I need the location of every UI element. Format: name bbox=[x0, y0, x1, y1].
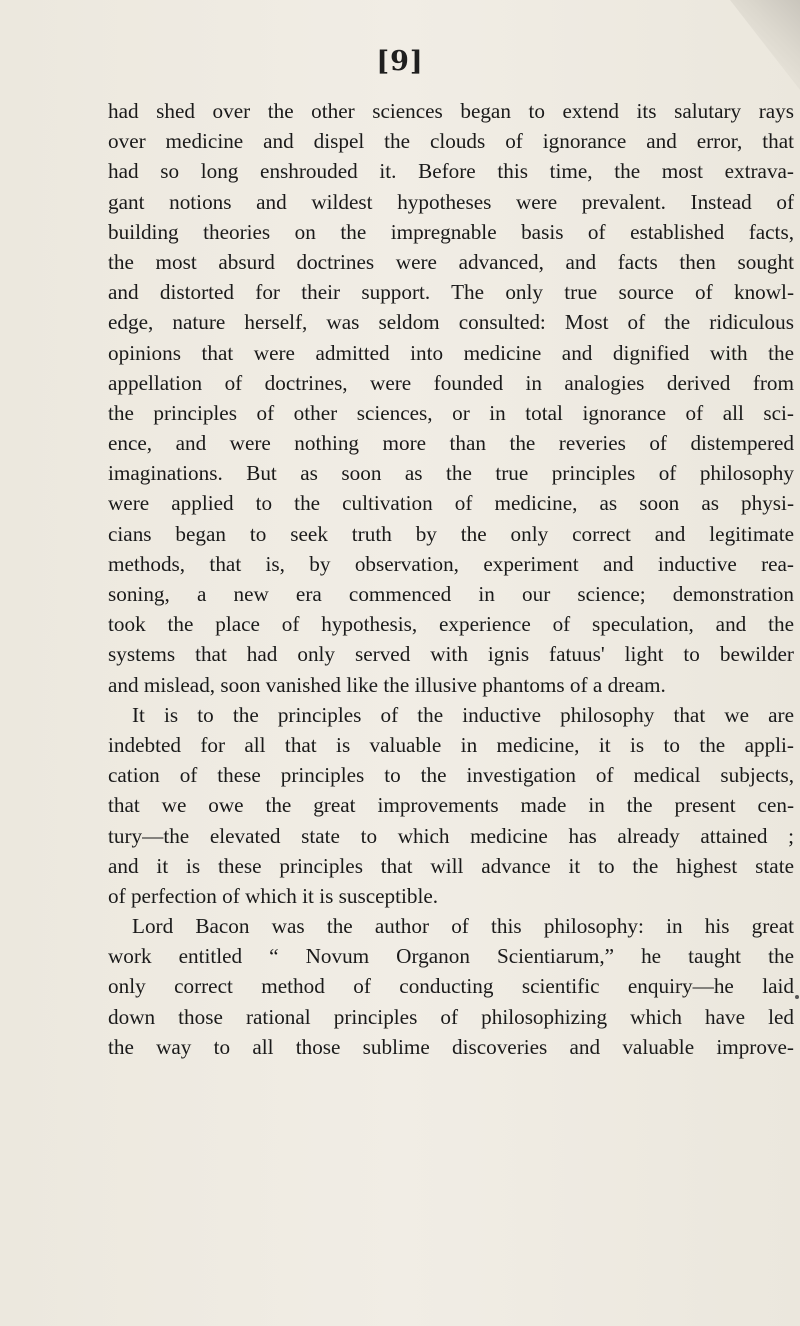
text-line: were applied to the cultivation of medicine, as soon as physi- bbox=[108, 491, 794, 516]
text-line: had shed over the other sciences began to extend its salutary rays bbox=[108, 99, 794, 123]
text-line: down those rational principles of philosophizing which have led bbox=[108, 1004, 794, 1029]
text-line: of perfection of which it is susceptible. bbox=[108, 883, 439, 908]
text-line: cians began to seek truth by the only correct and legitimate bbox=[108, 521, 794, 546]
text-line: took the place of hypothesis, experience of speculation, and the bbox=[108, 612, 794, 637]
text-line: appellation of doctrines, were founded in analogies derived from bbox=[108, 370, 794, 395]
text-line: tury—the elevated state to which medicine has already attained ; bbox=[108, 823, 794, 848]
text-line: only correct method of conducting scientific enquiry—he laid bbox=[108, 974, 794, 999]
ink-speck bbox=[795, 995, 799, 999]
text-line: had so long enshrouded it. Before this time, the most extrava- bbox=[108, 159, 794, 184]
text-line: over medicine and dispel the clouds of ignorance and error, that bbox=[108, 129, 794, 154]
body-text bbox=[108, 96, 794, 1062]
text-line: cation of these principles to the investigation of medical subjects, bbox=[108, 763, 794, 788]
text-line: gant notions and wildest hypotheses were prevalent. Instead of bbox=[108, 189, 794, 214]
text-line: systems that had only served with ignis fatuus' light to bewilder bbox=[108, 642, 794, 667]
text-line: edge, nature herself, was seldom consulted: Most of the ridiculous bbox=[108, 310, 794, 335]
text-line: ence, and were nothing more than the reveries of distempered bbox=[108, 431, 794, 456]
text-line: methods, that is, by observation, experiment and inductive rea- bbox=[108, 551, 794, 576]
text-line: the way to all those sublime discoveries and valuable improve- bbox=[108, 1034, 794, 1059]
text-line: soning, a new era commenced in our science; demonstration bbox=[108, 582, 794, 606]
text-line: building theories on the impregnable basis of established facts, bbox=[108, 219, 794, 244]
text-line: imaginations. But as soon as the true principles of philosophy bbox=[108, 461, 794, 486]
text-line: the most absurd doctrines were advanced, and facts then sought bbox=[108, 249, 794, 274]
text-line: work entitled “ Novum Organon Scientiarum,” he taught the bbox=[108, 944, 794, 969]
text-line: that we owe the great improvements made in the present cen- bbox=[108, 793, 794, 818]
text-line: It is to the principles of the inductive philosophy that we are bbox=[132, 702, 794, 727]
text-line: Lord Bacon was the author of this philosophy: in his great bbox=[132, 914, 794, 939]
text-line: and distorted for their support. The only true source of knowl- bbox=[108, 280, 794, 305]
text-line: and it is these principles that will advance it to the highest state bbox=[108, 853, 794, 878]
text-line: indebted for all that is valuable in medicine, it is to the appli- bbox=[108, 732, 794, 757]
page-number: [9] bbox=[376, 46, 424, 77]
text-line: and mislead, soon vanished like the illusive phantoms of a dream. bbox=[108, 672, 666, 697]
text-line: opinions that were admitted into medicine and dignified with the bbox=[108, 340, 794, 365]
text-line: the principles of other sciences, or in total ignorance of all sci- bbox=[108, 400, 794, 425]
